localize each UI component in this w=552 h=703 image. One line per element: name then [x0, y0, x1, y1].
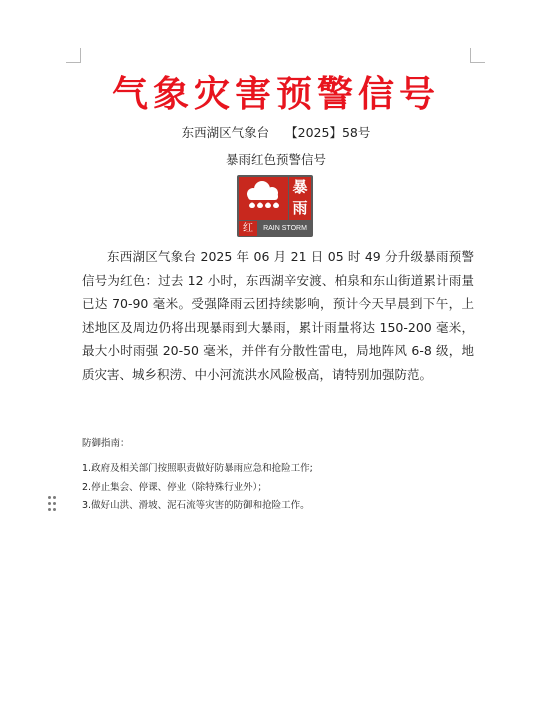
guide-title: 防御指南： — [82, 438, 130, 449]
guide-item: 2.停止集会、停课、停业（除特殊行业外）； — [82, 481, 267, 493]
issuer-line — [0, 123, 552, 141]
badge-char-2: 雨 — [292, 199, 308, 217]
document-title: 气象灾害预警信号 — [111, 73, 440, 115]
badge-type-label — [289, 177, 311, 220]
page-corner-mark-top-right — [470, 48, 485, 63]
badge-english-label: RAIN STORM — [263, 225, 307, 232]
warning-body: 东西湖区气象台 2025 年 06 月 21 日 05 时 49 分升级暴雨预警信号为红色：过去 12 小时，东西湖辛安渡、柏泉和东山街道累计雨量已达 70-90 毫米。受强降雨云团持续影响，预计今天早晨到下午，上述地区及周边仍将出现暴雨到大暴雨，累计雨量将达 150-200 毫米，最大小时雨强 20-50 毫米，并伴有分散性雷电，局地阵风 6-8 级，地质灾害、城乡积涝、中小河流洪水风险极高，请特别加强防范。 — [82, 249, 474, 382]
badge-level: 红 — [239, 221, 257, 236]
rainstorm-warning-badge — [237, 175, 313, 237]
warning-subtitle: 暴雨红色预警信号 — [225, 152, 326, 167]
badge-char-1: 暴 — [292, 178, 308, 196]
issuer: 东西湖区气象台 — [181, 125, 270, 140]
guide-item: 1.政府及相关部门按照职责做好防暴雨应急和抢险工作; — [82, 463, 313, 474]
drag-handle-icon[interactable] — [48, 496, 58, 512]
page-corner-mark-top-left — [66, 48, 81, 63]
rainstorm-icon — [239, 177, 288, 220]
badge-footer — [237, 221, 313, 237]
guide-list — [82, 460, 313, 516]
doc-number: 【2025】58号 — [285, 125, 371, 140]
guide-item: 3.做好山洪、滑坡、泥石流等灾害的防御和抢险工作。 — [82, 500, 310, 511]
